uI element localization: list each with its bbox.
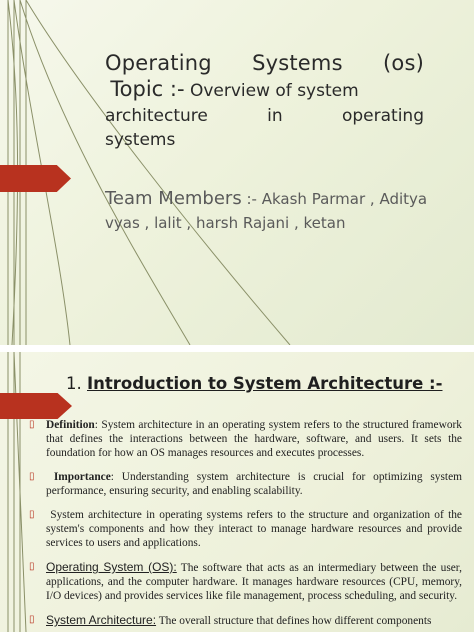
bullet-icon: ▯ <box>29 509 35 520</box>
paragraph-importance <box>29 470 462 498</box>
bullet-icon: ▯ <box>29 561 35 572</box>
paragraph-text: System architecture in operating systems refers to the structure and organization of the system's components and how they interact to manage hardware resources and provide services to users and applications. <box>46 509 462 549</box>
title-word: Systems <box>252 51 343 75</box>
accent-arrow <box>0 393 72 419</box>
topic-word: architecture <box>105 106 208 126</box>
title-word: Operating <box>105 51 212 75</box>
paragraph-text: The overall structure that defines how different components <box>158 615 432 627</box>
term: System Architecture: <box>46 613 157 627</box>
term: Definition <box>46 419 95 431</box>
section-heading <box>66 374 443 393</box>
paragraph-text: : System architecture in an operating system refers to the structured framework that defines the interactions between the hardware, software, and users. It sets the foundation for how an OS manages resources and executes processes. <box>46 419 462 459</box>
heading-title: Introduction to System Architecture :- <box>87 374 443 393</box>
slide-title <box>105 50 424 76</box>
title-word: (os) <box>383 51 424 75</box>
team-text: :- Akash Parmar , Aditya vyas , lalit , harsh Rajani , ketan <box>105 190 428 232</box>
topic-word: in <box>267 106 283 126</box>
paragraph-text: The software that acts as an intermediary between the user, applications, and the computer hardware. It manages hardware resources (CPU, memory, I/O devices) and provides services like file management, process scheduling, and security. <box>46 562 462 602</box>
slide-title-block <box>105 50 424 152</box>
bullet-icon: ▯ <box>29 614 35 625</box>
intro-slide <box>0 352 474 632</box>
topic-word: operating <box>341 106 424 126</box>
paragraph-architecture <box>29 613 462 628</box>
paragraph-os <box>29 560 462 603</box>
paragraph-definition <box>29 418 462 460</box>
topic-line <box>105 76 424 104</box>
team-label: Team Members <box>105 188 242 209</box>
term: Importance <box>53 471 111 483</box>
topic-first: Overview of system <box>189 81 359 101</box>
slide-separator <box>0 345 474 352</box>
heading-number: 1. <box>66 374 82 393</box>
accent-arrow <box>0 165 71 192</box>
topic-last: systems <box>105 130 176 150</box>
paragraph-overview <box>29 508 462 550</box>
topic-label: Topic :- <box>110 77 185 101</box>
bullet-icon: ▯ <box>29 419 35 430</box>
paragraph-text: : Understanding system architecture is crucial for optimizing system performance, ensuring security, and enabling scalability. <box>46 471 462 497</box>
slide-body <box>29 418 462 632</box>
term: Operating System (OS): <box>46 560 177 574</box>
team-members <box>105 187 445 235</box>
topic-row <box>105 104 424 128</box>
bullet-icon: ▯ <box>29 471 35 482</box>
